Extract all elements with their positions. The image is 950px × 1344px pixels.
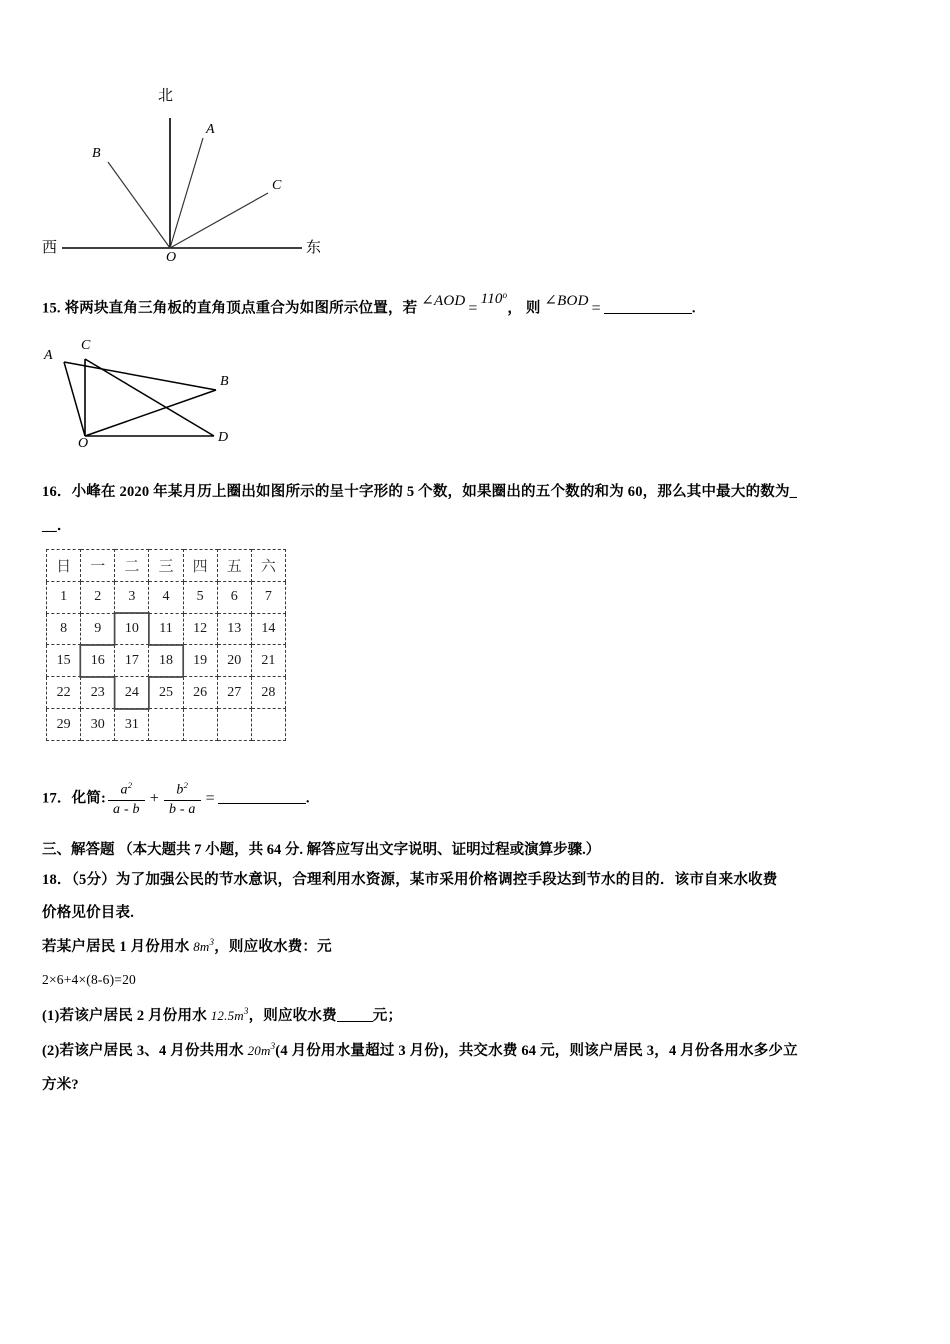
q17-frac2-num-base: b: [176, 782, 184, 798]
question-18-line-2: [42, 903, 134, 925]
q16-text-line-2: __．: [42, 518, 72, 534]
q15-period: .: [691, 300, 696, 317]
calendar-day-cell: 24: [115, 677, 149, 709]
q17-fraction-1: [108, 780, 145, 818]
q15-then: 则: [525, 300, 541, 317]
compass-label-a: A: [206, 122, 215, 137]
calendar-day-cell: 9: [81, 613, 115, 645]
q17-period: .: [305, 790, 310, 807]
q17-frac2-num-exponent: 2: [183, 780, 189, 790]
q18-volume-12-5m-exponent: 3: [243, 1006, 249, 1016]
q18-text-line-2: 价格见价目表.: [42, 905, 135, 921]
calendar-day-cell: 10: [115, 613, 149, 645]
calendar-day-cell-empty: [183, 709, 217, 741]
calendar-day-cell: 1: [47, 581, 81, 613]
q17-number: 17．: [42, 790, 72, 807]
question-18-formula: [42, 970, 136, 990]
calendar-header-cell: 四: [183, 550, 217, 582]
triangle-label-b: B: [220, 374, 229, 389]
q17-fraction-2-numerator: [164, 780, 201, 801]
calendar-day-cell: 5: [183, 581, 217, 613]
calendar-day-cell: 2: [81, 581, 115, 613]
section-3-detail: （本大题共 7 小题，共 64 分. 解答应写出文字说明、证明过程或演算步骤.）: [118, 842, 601, 858]
q18-text-line-3-post: ，则应收水费：元: [214, 938, 332, 955]
calendar-day-cell: 19: [183, 645, 217, 677]
calendar-day-cell-empty: [251, 709, 285, 741]
compass-label-west: 西: [42, 240, 58, 256]
calendar-header-cell: 二: [115, 550, 149, 582]
calendar-row: [47, 613, 286, 645]
question-16-line-2: [42, 516, 72, 538]
calendar-day-cell: 18: [149, 645, 183, 677]
q17-fraction-1-numerator: [108, 780, 145, 801]
q17-operator-plus: +: [149, 789, 159, 807]
q18-volume-8m-exponent: 3: [209, 937, 215, 947]
calendar-day-cell: 20: [217, 645, 251, 677]
calendar-day-cell: 7: [251, 581, 285, 613]
q17-frac1-num-exponent: 2: [127, 780, 133, 790]
question-15: [42, 289, 696, 321]
q15-comma: ，: [507, 300, 523, 317]
q18-sub1-pre: (1)若该户居民 2 月份用水: [42, 1007, 211, 1024]
q15-angle-aod: ∠AOD: [421, 293, 466, 310]
q15-answer-blank[interactable]: [604, 313, 692, 314]
calendar-day-cell: 27: [217, 677, 251, 709]
q17-fraction-2-denominator: b - a: [168, 801, 196, 817]
question-18-subquestion-1: [42, 1005, 402, 1028]
q15-value-110: 110: [480, 291, 503, 308]
calendar-row: [47, 581, 286, 613]
triangle-label-o: O: [78, 436, 89, 451]
q15-degree-symbol: o: [502, 289, 508, 300]
calendar-day-cell: 14: [251, 613, 285, 645]
q18-volume-20m: 20m: [247, 1042, 271, 1058]
q15-equals-1: =: [468, 300, 478, 317]
compass-label-b: B: [92, 146, 101, 161]
q17-fraction-1-denominator: a - b: [113, 801, 140, 817]
question-18-line-7: [42, 1075, 79, 1097]
triangle-label-a: A: [44, 348, 53, 363]
calendar-day-cell: 3: [115, 581, 149, 613]
calendar-header-row: [47, 550, 286, 582]
calendar-header-cell: 五: [217, 550, 251, 582]
q18-sub1-answer-blank[interactable]: [337, 1021, 373, 1022]
question-18-subquestion-2: [42, 1040, 798, 1063]
calendar-day-cell: 13: [217, 613, 251, 645]
calendar-day-cell: 28: [251, 677, 285, 709]
calendar-day-cell: 26: [183, 677, 217, 709]
calendar-day-cell-empty: [217, 709, 251, 741]
q18-volume-20m-exponent: 3: [270, 1041, 276, 1051]
q16-text-line-1: 小峰在 2020 年某月历上圈出如图所示的呈十字形的 5 个数，如果圈出的五个数的和为 60，那么其中最大的数为_: [71, 484, 798, 500]
compass-label-east: 东: [306, 240, 322, 256]
q15-number: 15.: [42, 300, 61, 317]
compass-label-c: C: [272, 178, 282, 193]
q18-text-line-7: 方米?: [42, 1077, 79, 1093]
q17-answer-blank[interactable]: [218, 803, 306, 804]
calendar-day-cell: 21: [251, 645, 285, 677]
overlapping-right-triangles-figure: [38, 336, 253, 454]
calendar-header-cell: 一: [81, 550, 115, 582]
q18-sub2-pre: (2)若该户居民 3、4 月份共用水: [42, 1042, 248, 1059]
q18-sub1-post: 元；: [372, 1007, 403, 1024]
question-18-line-1: [42, 870, 777, 892]
q16-number: 16．: [42, 484, 72, 500]
section-3-title: 三、解答题: [42, 842, 115, 858]
calendar-day-cell: 12: [183, 613, 217, 645]
calendar-day-cell: 16: [81, 645, 115, 677]
section-3-heading: [42, 838, 600, 859]
triangle-label-d: D: [218, 430, 229, 445]
question-17: [42, 780, 310, 818]
q15-equals-2: =: [591, 300, 601, 317]
calendar-row: [47, 709, 286, 741]
calendar-day-cell: 4: [149, 581, 183, 613]
calendar-day-cell: 29: [47, 709, 81, 741]
calendar-day-cell: 31: [115, 709, 149, 741]
calendar-table: [46, 549, 286, 741]
q17-equals: =: [205, 789, 215, 807]
compass-label-origin: O: [166, 250, 177, 265]
calendar-day-cell: 8: [47, 613, 81, 645]
q18-worked-formula: 2×6+4×(8-6)=20: [42, 972, 136, 987]
q17-frac1-num-base: a: [120, 782, 128, 798]
calendar-header-cell: 六: [251, 550, 285, 582]
q18-volume-8m: 8m: [193, 938, 210, 954]
compass-direction-figure: [40, 70, 370, 275]
q15-angle-bod: ∠BOD: [544, 293, 589, 310]
calendar-day-cell: 6: [217, 581, 251, 613]
q15-text: 将两块直角三角板的直角顶点重合为如图所示位置，若: [64, 300, 418, 317]
question-18-line-3: [42, 936, 332, 959]
q18-text-line-1: 为了加强公民的节水意识，合理利用水资源，某市采用价格调控手段达到节水的目的．该市自来水收费: [115, 872, 778, 888]
calendar-day-cell: 22: [47, 677, 81, 709]
q18-number: 18．: [42, 872, 72, 888]
q18-text-line-3-pre: 若某户居民 1 月份用水: [42, 938, 194, 955]
compass-label-north: 北: [158, 88, 174, 104]
calendar-header-cell: 日: [47, 550, 81, 582]
calendar-row: [47, 645, 286, 677]
triangle-label-c: C: [81, 338, 91, 353]
calendar-header-cell: 三: [149, 550, 183, 582]
q18-volume-12-5m: 12.5m: [210, 1007, 244, 1023]
q18-sub1-mid: ，则应收水费: [248, 1007, 337, 1024]
calendar-day-cell: 17: [115, 645, 149, 677]
q18-sub2-post: (4 月份用水量超过 3 月份)，共交水费 64 元，则该户居民 3，4 月份各用水多少立: [275, 1042, 798, 1059]
calendar-day-cell: 15: [47, 645, 81, 677]
q17-label: 化简:: [71, 790, 107, 807]
calendar-figure: [46, 549, 286, 741]
calendar-day-cell: 11: [149, 613, 183, 645]
q17-fraction-2: [164, 780, 201, 818]
calendar-day-cell: 30: [81, 709, 115, 741]
calendar-day-cell: 23: [81, 677, 115, 709]
calendar-day-cell-empty: [149, 709, 183, 741]
calendar-row: [47, 677, 286, 709]
q18-points: （5分）: [71, 872, 116, 888]
calendar-day-cell: 25: [149, 677, 183, 709]
question-16-line-1: [42, 482, 797, 504]
